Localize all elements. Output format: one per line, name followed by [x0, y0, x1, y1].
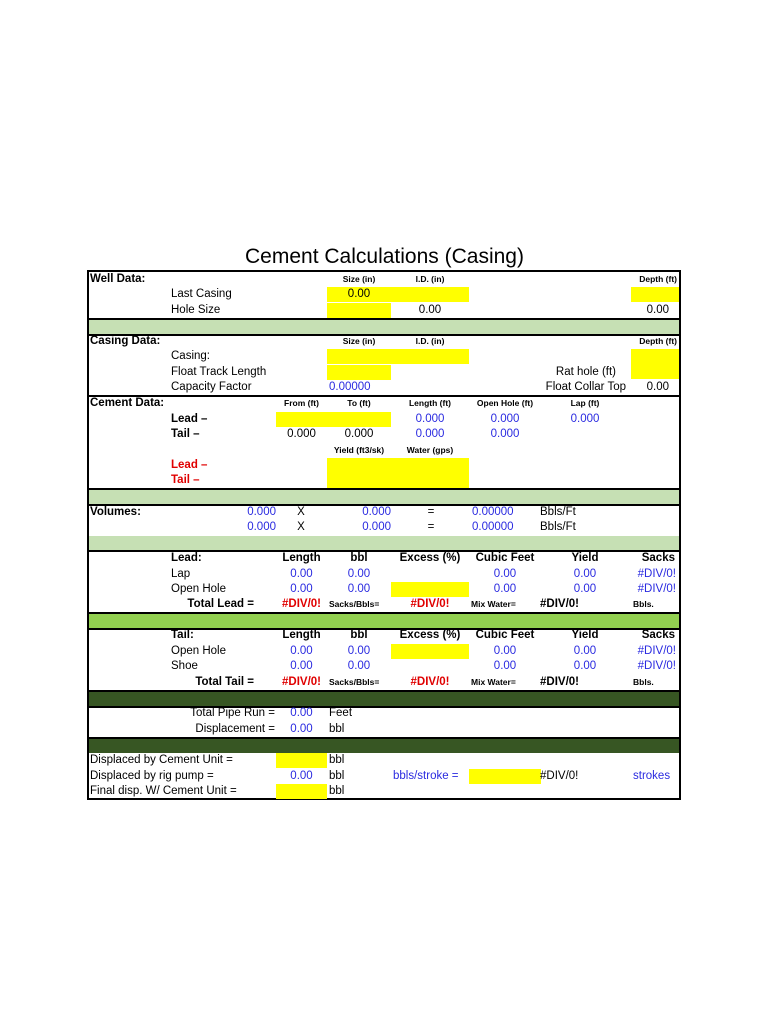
well-size-header: Size (in) [342, 274, 376, 284]
tail-excess-header: Excess (%) [399, 629, 461, 641]
cement-open-hole-header: Open Hole (ft) [476, 398, 534, 408]
cement-data-label: Cement Data: [90, 397, 165, 409]
lead-row-open-hole-cubic: 0.00 [493, 583, 517, 595]
well-id-header: I.D. (in) [415, 274, 445, 284]
cement-from-header: From (ft) [284, 398, 319, 408]
displaced-by-rig-pump-label: Displaced by rig pump = [90, 770, 214, 782]
lead-length-header: Length [282, 552, 321, 564]
lead-row-open-hole-yield: 0.00 [573, 583, 597, 595]
volume-row2-eq: = [427, 521, 435, 533]
tail-calc-label: Tail: [171, 629, 194, 641]
tail-row-open-hole-label: Open Hole [171, 645, 226, 657]
rat-hole-label: Rat hole (ft) [555, 366, 616, 378]
lead-excess-header: Excess (%) [399, 552, 461, 564]
tail-row-shoe-sacks: #DIV/0! [637, 660, 676, 672]
lead-sacks-bbls-value: #DIV/0! [410, 598, 450, 610]
casing-data-label: Casing Data: [90, 335, 161, 347]
lead-mix-water-value: #DIV/0! [540, 598, 579, 610]
float-track-input[interactable] [327, 365, 391, 380]
yield-header: Yield (ft3/sk) [333, 445, 385, 455]
tail-row-shoe-label: Shoe [171, 660, 198, 672]
tail-length-value: 0.000 [415, 428, 445, 440]
cement-length-header: Length (ft) [408, 398, 451, 408]
section-divider [89, 490, 679, 504]
tail-row-open-hole-cubic: 0.00 [493, 645, 517, 657]
lead-lap-value: 0.000 [570, 413, 600, 425]
lead-row-open-hole-label: Open Hole [171, 583, 226, 595]
tail-sacks-bbls-value: #DIV/0! [410, 676, 450, 688]
volume-row2-result: 0.00000 [472, 521, 514, 533]
float-collar-top-value: 0.00 [646, 381, 669, 393]
strokes-label: strokes [633, 770, 671, 782]
last-casing-size: 0.00 [347, 288, 371, 300]
cement-to-header: To (ft) [347, 398, 371, 408]
total-lead-value: #DIV/0! [282, 598, 321, 610]
section-divider [89, 739, 679, 753]
tail-sacks-header: Sacks [641, 629, 675, 641]
lead-row-open-hole-sacks: #DIV/0! [637, 583, 676, 595]
displacement-unit: bbl [329, 723, 345, 735]
cement-calculation-sheet [87, 270, 681, 800]
cement-lap-header: Lap (ft) [570, 398, 600, 408]
tail-length-header: Length [282, 629, 321, 641]
displaced-by-cement-unit-input[interactable] [276, 753, 327, 768]
lead-row-lap-label: Lap [171, 568, 191, 580]
divider-line [89, 318, 679, 320]
well-data-label: Well Data: [90, 273, 146, 285]
tail-row-shoe-length: 0.00 [290, 660, 313, 672]
displaced-by-cement-unit-label: Displaced by Cement Unit = [90, 754, 233, 766]
total-pipe-run-label: Total Pipe Run = [190, 707, 275, 719]
tail-yield-header: Yield [571, 629, 599, 641]
lead-open-hole-value: 0.000 [490, 413, 520, 425]
lead-yield-header: Yield [571, 552, 599, 564]
lead-length-value: 0.000 [415, 413, 445, 425]
lead-row-lap-sacks: #DIV/0! [637, 568, 676, 580]
total-lead-label: Total Lead = [187, 598, 254, 610]
volume-row2-unit: Bbls/Ft [540, 521, 576, 533]
tail-row-open-hole-length: 0.00 [290, 645, 313, 657]
page-title: Cement Calculations (Casing) [245, 245, 524, 268]
displacement-value: 0.00 [290, 723, 313, 735]
lead-row-open-hole-bbl: 0.00 [347, 583, 371, 595]
casing-id-header: I.D. (in) [415, 336, 445, 346]
capacity-factor-label: Capacity Factor [171, 381, 252, 393]
total-tail-value: #DIV/0! [282, 676, 321, 688]
bbls-per-stroke-input[interactable] [469, 769, 541, 784]
tail-row-open-hole-bbl: 0.00 [347, 645, 371, 657]
volume-row2-b: 0.000 [362, 521, 391, 533]
capacity-factor-value: 0.00000 [329, 381, 371, 393]
float-collar-top-label: Float Collar Top [545, 381, 626, 393]
last-casing-label: Last Casing [171, 288, 232, 300]
casing-label: Casing: [171, 350, 210, 362]
cement-lead-label: Lead – [171, 413, 208, 425]
tail-bbls-label: Bbls. [633, 677, 654, 687]
section-divider [89, 536, 679, 550]
total-pipe-run-unit: Feet [329, 707, 353, 719]
lead-from-to-input[interactable] [276, 412, 391, 427]
volume-row2-a: 0.000 [247, 521, 276, 533]
tail-row-open-hole-sacks: #DIV/0! [637, 645, 676, 657]
volume-row1-result: 0.00000 [472, 506, 514, 518]
last-casing-depth-input[interactable] [631, 287, 679, 302]
total-tail-label: Total Tail = [195, 676, 254, 688]
well-depth-header: Depth (ft) [639, 274, 677, 284]
cement-tail-label: Tail – [171, 428, 200, 440]
volumes-label: Volumes: [90, 506, 141, 518]
tail-row-shoe-bbl: 0.00 [347, 660, 371, 672]
tail-open-hole-value: 0.000 [490, 428, 520, 440]
displaced-by-rig-pump-unit: bbl [329, 770, 345, 782]
yield-tail-label: Tail – [171, 474, 200, 486]
final-disp-unit: bbl [329, 785, 345, 797]
casing-id-input[interactable] [391, 349, 469, 364]
casing-depth-input[interactable] [631, 349, 679, 379]
volume-row1-a: 0.000 [247, 506, 276, 518]
volume-row1-b: 0.000 [362, 506, 391, 518]
last-casing-id-input[interactable] [391, 287, 469, 302]
casing-size-input[interactable] [327, 349, 391, 364]
lead-row-lap-cubic: 0.00 [493, 568, 517, 580]
lead-row-lap-length: 0.00 [290, 568, 313, 580]
displaced-by-rig-pump-value: 0.00 [290, 770, 313, 782]
tail-bbl-header: bbl [350, 629, 368, 641]
lead-sacks-header: Sacks [641, 552, 675, 564]
tail-excess-input[interactable] [391, 644, 469, 659]
displacement-label: Displacement = [195, 723, 275, 735]
lead-bbls-label: Bbls. [633, 599, 654, 609]
volume-row1-unit: Bbls/Ft [540, 506, 576, 518]
total-pipe-run-value: 0.00 [290, 707, 313, 719]
hole-size-label: Hole Size [171, 304, 221, 316]
hole-size-input[interactable] [327, 303, 391, 318]
section-divider [89, 320, 679, 334]
tail-from-value: 0.000 [287, 428, 316, 440]
tail-row-open-hole-yield: 0.00 [573, 645, 597, 657]
lead-mix-water-label: Mix Water= [471, 599, 516, 609]
casing-depth-header: Depth (ft) [639, 336, 677, 346]
tail-mix-water-value: #DIV/0! [540, 676, 579, 688]
casing-size-header: Size (in) [342, 336, 376, 346]
section-divider [89, 692, 679, 706]
lead-bbl-header: bbl [350, 552, 368, 564]
lead-excess-input[interactable] [391, 582, 469, 597]
yield-lead-label: Lead – [171, 459, 208, 471]
tail-cubic-header: Cubic Feet [475, 629, 535, 641]
hole-size-id: 0.00 [418, 304, 442, 316]
yield-water-input[interactable] [327, 458, 469, 489]
final-disp-label: Final disp. W/ Cement Unit = [90, 785, 237, 797]
tail-mix-water-label: Mix Water= [471, 677, 516, 687]
strokes-value: #DIV/0! [540, 770, 579, 782]
lead-row-lap-bbl: 0.00 [347, 568, 371, 580]
volume-row1-eq: = [427, 506, 435, 518]
volume-row1-x: X [297, 506, 305, 518]
lead-row-open-hole-length: 0.00 [290, 583, 313, 595]
lead-cubic-header: Cubic Feet [475, 552, 535, 564]
tail-sacks-bbls-label: Sacks/Bbls= [329, 677, 380, 687]
lead-row-lap-yield: 0.00 [573, 568, 597, 580]
water-header: Water (gps) [406, 445, 454, 455]
tail-to-value: 0.000 [344, 428, 374, 440]
lead-calc-label: Lead: [171, 552, 202, 564]
volume-row2-x: X [297, 521, 305, 533]
float-track-label: Float Track Length [171, 366, 267, 378]
bbls-per-stroke-label: bbls/stroke = [393, 770, 459, 782]
tail-row-shoe-cubic: 0.00 [493, 660, 517, 672]
displaced-by-cement-unit-unit: bbl [329, 754, 345, 766]
tail-row-shoe-yield: 0.00 [573, 660, 597, 672]
final-disp-input[interactable] [276, 784, 327, 799]
hole-size-depth: 0.00 [646, 304, 669, 316]
section-divider [89, 614, 679, 628]
lead-sacks-bbls-label: Sacks/Bbls= [329, 599, 380, 609]
